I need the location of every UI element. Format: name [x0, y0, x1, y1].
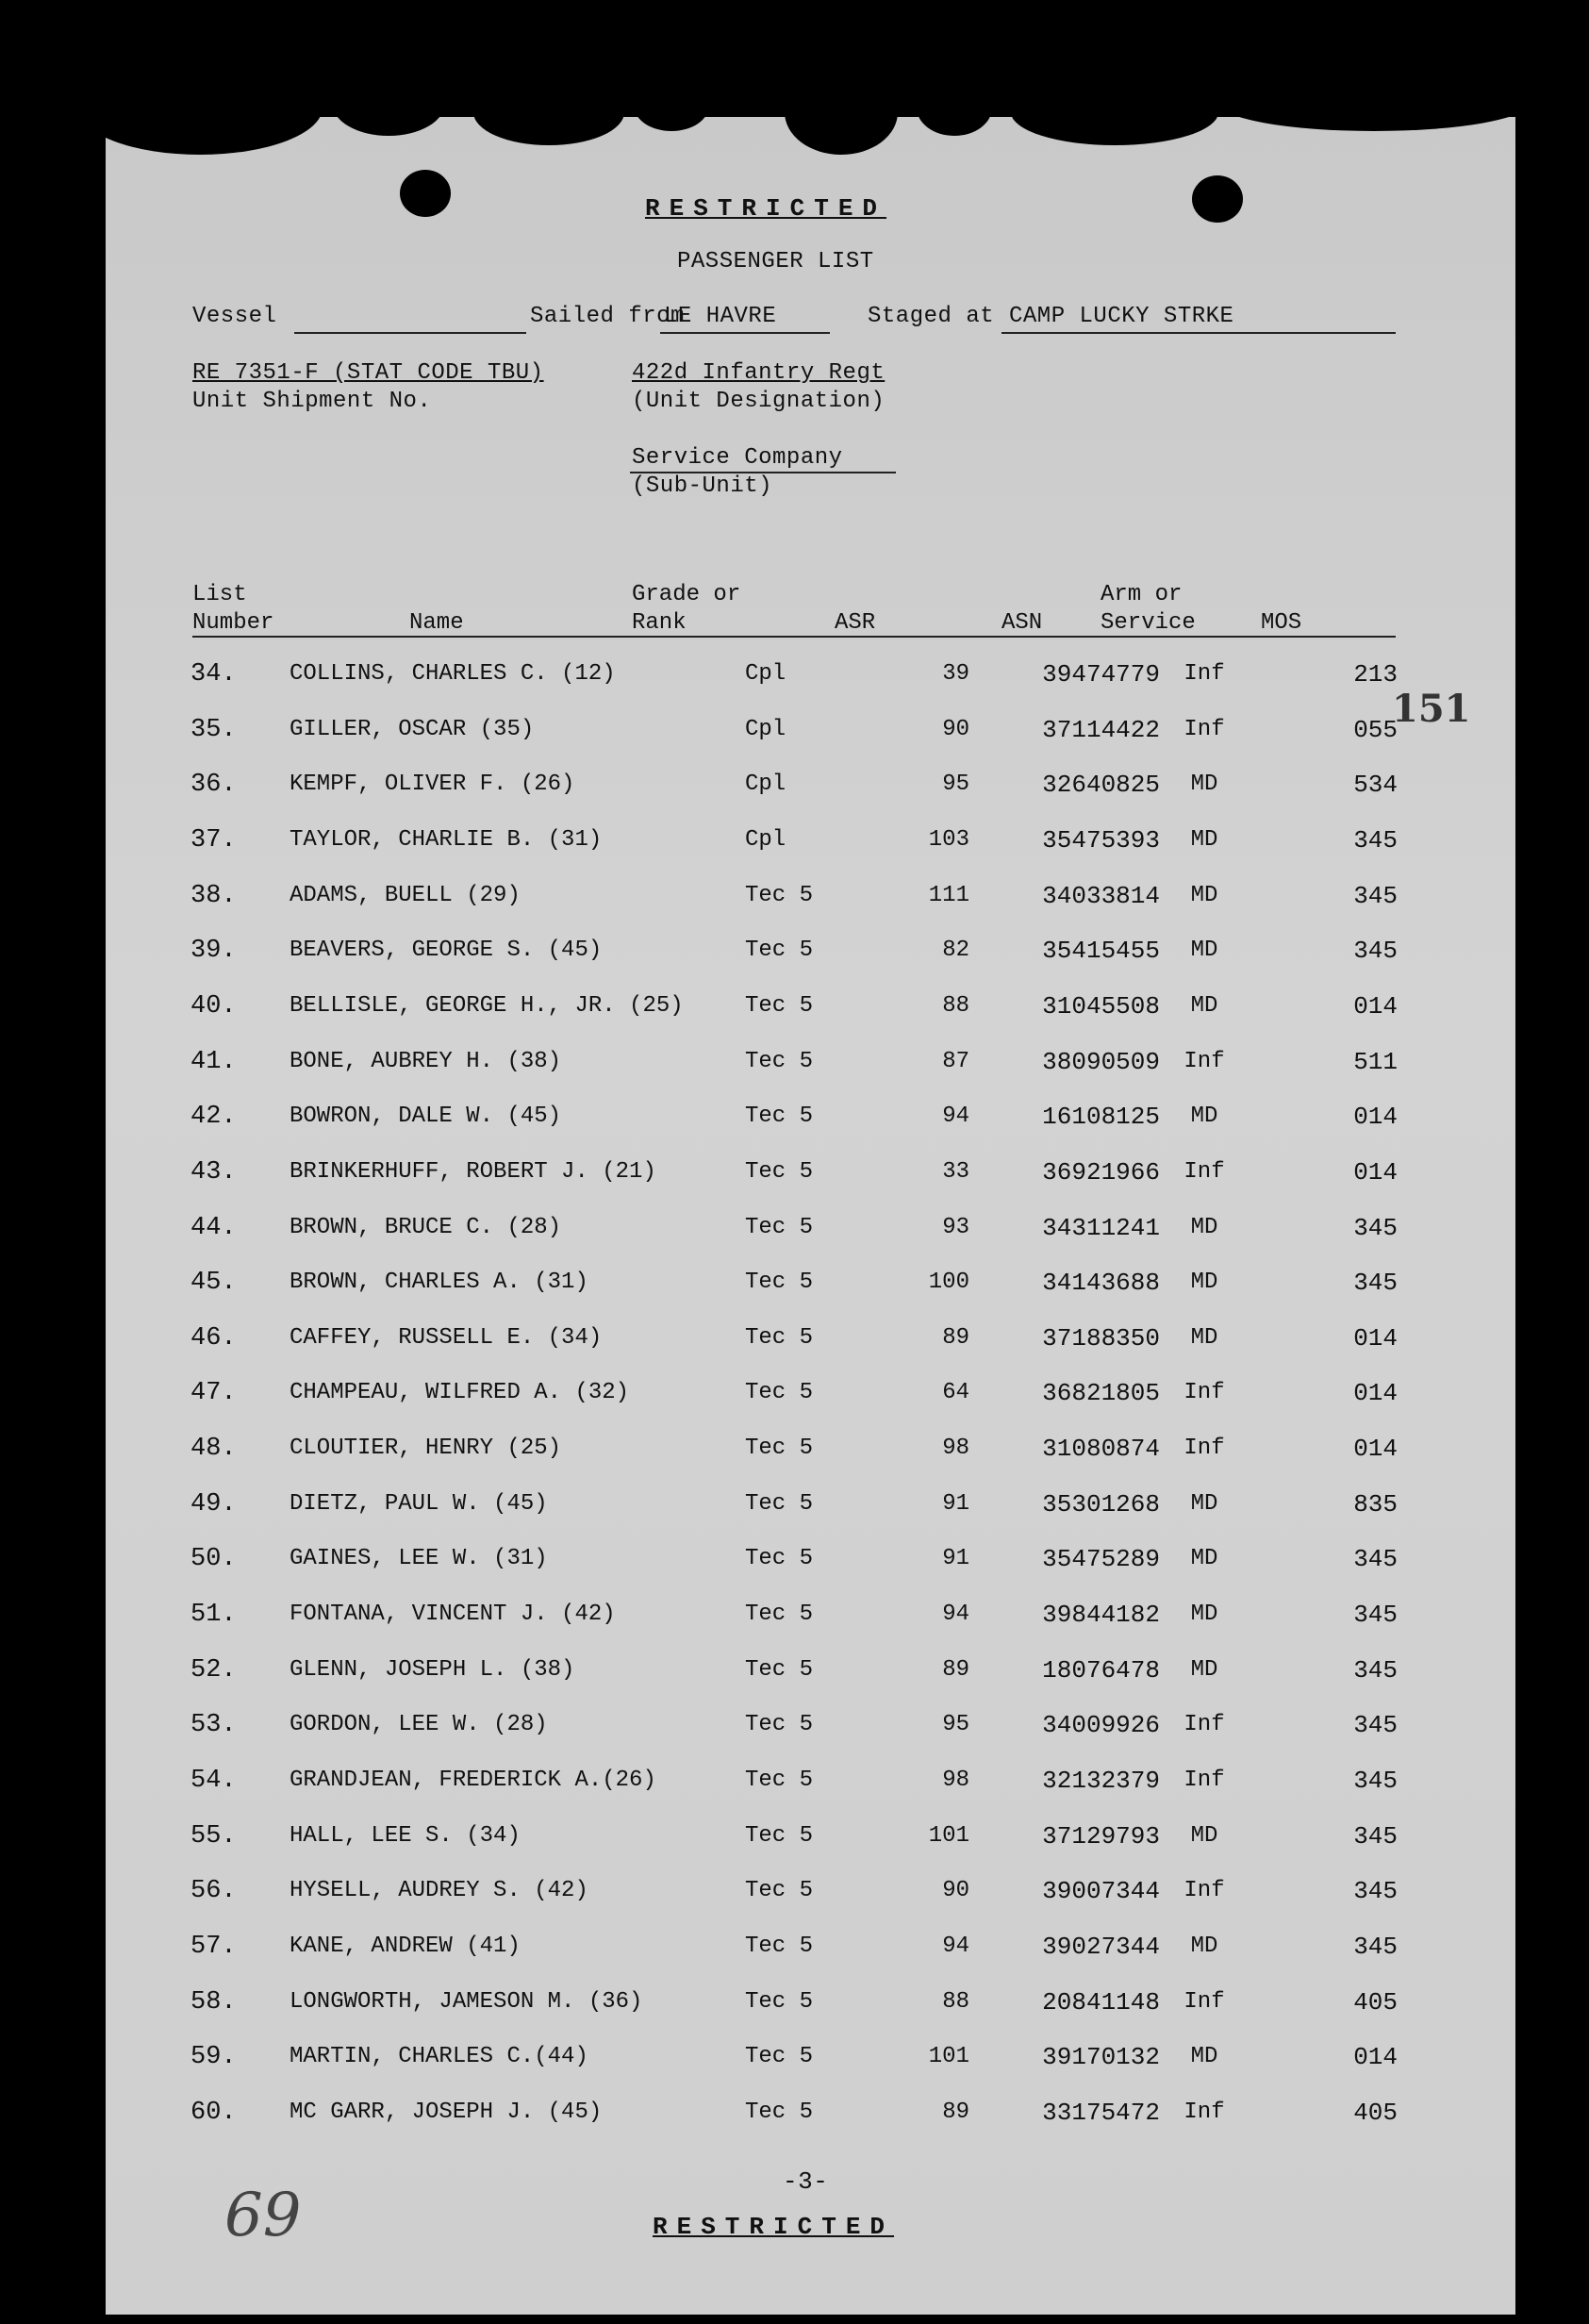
column-header-mos: MOS: [1261, 610, 1302, 636]
handwritten-note: 69: [224, 2181, 302, 2250]
row-name: DIETZ, PAUL W. (45): [290, 1490, 548, 1517]
table-row: [106, 1488, 1515, 1520]
row-name: CAFFEY, RUSSELL E. (34): [290, 1324, 603, 1351]
row-mos: 345: [1353, 937, 1398, 966]
row-rank: Tec 5: [745, 882, 814, 908]
row-arm-service: MD: [1190, 938, 1218, 964]
row-arm-service: MD: [1190, 1822, 1218, 1849]
row-arm-service: MD: [1190, 1546, 1218, 1572]
row-mos: 405: [1353, 1987, 1398, 2017]
row-list-number: 34.: [190, 660, 237, 689]
sailed-from-label: Sailed from: [530, 304, 685, 329]
row-list-number: 45.: [190, 1269, 237, 1298]
row-arm-service: MD: [1190, 1933, 1218, 1959]
sailed-from-value: LE HAVRE: [664, 304, 777, 329]
row-list-number: 47.: [190, 1379, 237, 1408]
row-asr: 89: [942, 1324, 969, 1351]
row-mos: 345: [1353, 1213, 1398, 1242]
row-list-number: 59.: [190, 2043, 237, 2072]
row-arm-service: MD: [1190, 826, 1218, 853]
row-mos: 345: [1353, 1821, 1398, 1851]
row-asr: 39: [942, 661, 969, 687]
row-asr: 88: [942, 1988, 969, 2015]
row-list-number: 35.: [190, 715, 237, 744]
row-mos: 014: [1353, 1323, 1398, 1353]
row-asr: 87: [942, 1048, 969, 1074]
table-row: [106, 1599, 1515, 1631]
row-asr: 89: [942, 1656, 969, 1683]
row-rank: Tec 5: [745, 1546, 814, 1572]
row-list-number: 58.: [190, 1987, 237, 2017]
column-header-list-number: List Number: [192, 582, 274, 636]
row-asr: 33: [942, 1158, 969, 1185]
row-rank: Tec 5: [745, 1768, 814, 1793]
row-asn: 35475289: [1042, 1545, 1160, 1574]
row-mos: 345: [1353, 1767, 1398, 1795]
row-mos: 405: [1353, 2098, 1398, 2127]
row-asr: 89: [942, 2099, 969, 2125]
row-asn: 32132379: [1042, 1767, 1160, 1795]
row-rank: Tec 5: [745, 1602, 814, 1628]
table-row: [106, 2041, 1515, 2073]
row-arm-service: Inf: [1183, 661, 1225, 687]
row-rank: Tec 5: [745, 2099, 814, 2125]
row-name: GORDON, LEE W. (28): [290, 1712, 548, 1738]
column-header-name: Name: [409, 610, 464, 636]
row-rank: Tec 5: [745, 1490, 814, 1517]
row-name: ADAMS, BUELL (29): [290, 882, 521, 908]
restricted-footer: RESTRICTED: [653, 2213, 895, 2241]
row-name: HALL, LEE S. (34): [290, 1822, 521, 1849]
row-mos: 213: [1353, 660, 1398, 689]
row-asn: 20841148: [1042, 1987, 1160, 2017]
row-name: BELLISLE, GEORGE H., JR. (25): [290, 992, 684, 1019]
column-header-grade: Grade or Rank: [632, 582, 741, 636]
staged-at-label: Staged at: [868, 304, 995, 329]
row-mos: 055: [1353, 715, 1398, 744]
table-row: [106, 1212, 1515, 1244]
row-asn: 31045508: [1042, 991, 1160, 1021]
row-name: KEMPF, OLIVER F. (26): [290, 772, 575, 798]
row-rank: Tec 5: [745, 1712, 814, 1738]
table-row: [106, 769, 1515, 801]
row-name: CLOUTIER, HENRY (25): [290, 1436, 562, 1462]
row-asr: 101: [928, 2044, 969, 2070]
table-row: [106, 824, 1515, 856]
row-asr: 90: [942, 716, 969, 742]
row-list-number: 49.: [190, 1489, 237, 1519]
row-rank: Tec 5: [745, 1214, 814, 1240]
row-asn: 39170132: [1042, 2043, 1160, 2072]
row-list-number: 57.: [190, 1932, 237, 1961]
table-row: [106, 1377, 1515, 1409]
row-arm-service: Inf: [1183, 1768, 1225, 1793]
table-row: [106, 714, 1515, 746]
row-list-number: 43.: [190, 1157, 237, 1187]
row-asn: 39007344: [1042, 1877, 1160, 1906]
row-arm-service: MD: [1190, 1602, 1218, 1628]
table-row: [106, 1101, 1515, 1133]
row-arm-service: MD: [1190, 772, 1218, 798]
row-asn: 36921966: [1042, 1157, 1160, 1187]
row-list-number: 41.: [190, 1047, 237, 1076]
row-asr: 98: [942, 1436, 969, 1462]
row-asn: 37188350: [1042, 1323, 1160, 1353]
row-rank: Tec 5: [745, 1933, 814, 1959]
row-arm-service: Inf: [1183, 1436, 1225, 1462]
row-name: BEAVERS, GEORGE S. (45): [290, 938, 603, 964]
row-rank: Tec 5: [745, 1048, 814, 1074]
row-name: FONTANA, VINCENT J. (42): [290, 1602, 616, 1628]
table-row: [106, 1986, 1515, 2018]
row-asr: 94: [942, 1104, 969, 1130]
row-asr: 111: [928, 882, 969, 908]
row-arm-service: MD: [1190, 992, 1218, 1019]
row-rank: Cpl: [745, 826, 786, 853]
row-list-number: 60.: [190, 2098, 237, 2127]
row-list-number: 56.: [190, 1877, 237, 1906]
row-asr: 64: [942, 1380, 969, 1406]
row-asn: 39027344: [1042, 1932, 1160, 1961]
row-asn: 18076478: [1042, 1655, 1160, 1685]
row-asn: 39844182: [1042, 1601, 1160, 1630]
shipment-number-label: Unit Shipment No.: [192, 389, 432, 414]
row-list-number: 38.: [190, 881, 237, 910]
row-asr: 88: [942, 992, 969, 1019]
row-arm-service: Inf: [1183, 1048, 1225, 1074]
row-list-number: 42.: [190, 1103, 237, 1132]
table-row: [106, 1820, 1515, 1852]
table-row: [106, 1046, 1515, 1078]
row-list-number: 54.: [190, 1767, 237, 1795]
row-asr: 95: [942, 772, 969, 798]
row-rank: Tec 5: [745, 1324, 814, 1351]
staged-at-value: CAMP LUCKY STRKE: [1009, 304, 1234, 329]
column-header-arm-service: Arm or Service: [1101, 582, 1196, 636]
row-asn: 34009926: [1042, 1711, 1160, 1740]
document-page: [106, 117, 1515, 2315]
row-arm-service: Inf: [1183, 1380, 1225, 1406]
restricted-header: RESTRICTED: [645, 194, 887, 223]
row-mos: 014: [1353, 1435, 1398, 1464]
row-asr: 101: [928, 1822, 969, 1849]
row-rank: Cpl: [745, 661, 786, 687]
row-name: COLLINS, CHARLES C. (12): [290, 661, 616, 687]
row-arm-service: MD: [1190, 882, 1218, 908]
row-arm-service: MD: [1190, 1104, 1218, 1130]
row-asr: 103: [928, 826, 969, 853]
table-row: [106, 1543, 1515, 1575]
table-row: [106, 935, 1515, 967]
table-row: [106, 880, 1515, 912]
row-list-number: 36.: [190, 771, 237, 800]
row-rank: Tec 5: [745, 1158, 814, 1185]
row-asn: 37129793: [1042, 1821, 1160, 1851]
row-asr: 91: [942, 1490, 969, 1517]
table-row: [106, 1322, 1515, 1354]
vessel-label: Vessel: [192, 304, 277, 329]
row-asr: 94: [942, 1602, 969, 1628]
page-number: -3-: [783, 2167, 829, 2196]
row-rank: Tec 5: [745, 992, 814, 1019]
row-rank: Tec 5: [745, 1436, 814, 1462]
table-row: [106, 1267, 1515, 1299]
row-name: BRINKERHUFF, ROBERT J. (21): [290, 1158, 656, 1185]
row-rank: Tec 5: [745, 1656, 814, 1683]
row-list-number: 40.: [190, 991, 237, 1021]
punch-hole: [400, 170, 451, 217]
row-arm-service: MD: [1190, 1490, 1218, 1517]
row-name: GLENN, JOSEPH L. (38): [290, 1656, 575, 1683]
row-rank: Tec 5: [745, 1270, 814, 1296]
row-mos: 014: [1353, 1103, 1398, 1132]
page-stamp: 151: [1392, 687, 1471, 731]
table-row: [106, 1654, 1515, 1686]
table-row: [106, 1875, 1515, 1907]
row-asn: 33175472: [1042, 2098, 1160, 2127]
row-asn: 36821805: [1042, 1379, 1160, 1408]
row-asn: 35301268: [1042, 1489, 1160, 1519]
row-mos: 345: [1353, 881, 1398, 910]
punch-hole: [1192, 175, 1243, 223]
row-mos: 014: [1353, 1379, 1398, 1408]
row-mos: 534: [1353, 771, 1398, 800]
row-asn: 39474779: [1042, 660, 1160, 689]
row-name: TAYLOR, CHARLIE B. (31): [290, 826, 603, 853]
row-arm-service: Inf: [1183, 1158, 1225, 1185]
row-asr: 91: [942, 1546, 969, 1572]
row-list-number: 39.: [190, 937, 237, 966]
row-name: BROWN, BRUCE C. (28): [290, 1214, 562, 1240]
row-rank: Tec 5: [745, 2044, 814, 2070]
row-rank: Cpl: [745, 716, 786, 742]
table-row: [106, 1709, 1515, 1741]
row-asn: 34033814: [1042, 881, 1160, 910]
row-name: BROWN, CHARLES A. (31): [290, 1270, 588, 1296]
row-asr: 93: [942, 1214, 969, 1240]
row-asr: 90: [942, 1878, 969, 1904]
row-arm-service: MD: [1190, 1214, 1218, 1240]
row-mos: 345: [1353, 1601, 1398, 1630]
row-mos: 511: [1353, 1047, 1398, 1076]
row-mos: 345: [1353, 825, 1398, 855]
row-asr: 95: [942, 1712, 969, 1738]
row-name: BOWRON, DALE W. (45): [290, 1104, 562, 1130]
sub-unit-label: (Sub-Unit): [632, 473, 773, 499]
sub-unit-value: Service Company: [632, 445, 843, 471]
table-row: [106, 1433, 1515, 1465]
row-list-number: 37.: [190, 825, 237, 855]
row-name: BONE, AUBREY H. (38): [290, 1048, 562, 1074]
row-name: KANE, ANDREW (41): [290, 1933, 521, 1959]
row-list-number: 46.: [190, 1323, 237, 1353]
row-arm-service: MD: [1190, 1656, 1218, 1683]
table-row: [106, 2097, 1515, 2129]
row-arm-service: MD: [1190, 1324, 1218, 1351]
column-header-asn: ASN: [1001, 610, 1043, 636]
row-asn: 16108125: [1042, 1103, 1160, 1132]
row-asn: 31080874: [1042, 1435, 1160, 1464]
row-mos: 014: [1353, 1157, 1398, 1187]
table-row: [106, 990, 1515, 1022]
row-name: GRANDJEAN, FREDERICK A.(26): [290, 1768, 656, 1793]
row-asr: 100: [928, 1270, 969, 1296]
row-rank: Tec 5: [745, 1988, 814, 2015]
row-list-number: 51.: [190, 1601, 237, 1630]
row-arm-service: Inf: [1183, 1878, 1225, 1904]
row-mos: 345: [1353, 1877, 1398, 1906]
row-asn: 35415455: [1042, 937, 1160, 966]
row-asn: 37114422: [1042, 715, 1160, 744]
row-list-number: 50.: [190, 1545, 237, 1574]
row-name: LONGWORTH, JAMESON M. (36): [290, 1988, 643, 2015]
row-mos: 835: [1353, 1489, 1398, 1519]
unit-designation-label: (Unit Designation): [632, 389, 886, 414]
row-rank: Tec 5: [745, 1878, 814, 1904]
row-rank: Tec 5: [745, 1822, 814, 1849]
row-name: CHAMPEAU, WILFRED A. (32): [290, 1380, 630, 1406]
table-row: [106, 658, 1515, 690]
row-mos: 014: [1353, 2043, 1398, 2072]
row-rank: Tec 5: [745, 938, 814, 964]
column-header-asr: ASR: [835, 610, 876, 636]
row-name: MARTIN, CHARLES C.(44): [290, 2044, 588, 2070]
row-rank: Tec 5: [745, 1380, 814, 1406]
row-arm-service: MD: [1190, 2044, 1218, 2070]
row-asr: 98: [942, 1768, 969, 1793]
row-arm-service: Inf: [1183, 1712, 1225, 1738]
row-arm-service: Inf: [1183, 716, 1225, 742]
row-asn: 35475393: [1042, 825, 1160, 855]
row-list-number: 44.: [190, 1213, 237, 1242]
table-row: [106, 1156, 1515, 1188]
row-name: GAINES, LEE W. (31): [290, 1546, 548, 1572]
row-asn: 34143688: [1042, 1269, 1160, 1298]
shipment-number-value: RE 7351-F (STAT CODE TBU): [192, 360, 544, 386]
table-row: [106, 1931, 1515, 1963]
row-arm-service: MD: [1190, 1270, 1218, 1296]
row-arm-service: Inf: [1183, 1988, 1225, 2015]
row-mos: 345: [1353, 1932, 1398, 1961]
row-arm-service: Inf: [1183, 2099, 1225, 2125]
row-list-number: 48.: [190, 1435, 237, 1464]
row-asn: 38090509: [1042, 1047, 1160, 1076]
row-mos: 345: [1353, 1269, 1398, 1298]
row-asn: 32640825: [1042, 771, 1160, 800]
row-mos: 345: [1353, 1545, 1398, 1574]
row-name: MC GARR, JOSEPH J. (45): [290, 2099, 603, 2125]
row-rank: Cpl: [745, 772, 786, 798]
row-list-number: 52.: [190, 1655, 237, 1685]
table-row: [106, 1765, 1515, 1797]
row-asr: 82: [942, 938, 969, 964]
row-name: HYSELL, AUDREY S. (42): [290, 1878, 588, 1904]
row-mos: 345: [1353, 1711, 1398, 1740]
row-list-number: 55.: [190, 1821, 237, 1851]
row-name: GILLER, OSCAR (35): [290, 716, 535, 742]
row-asn: 34311241: [1042, 1213, 1160, 1242]
row-list-number: 53.: [190, 1711, 237, 1740]
row-asr: 94: [942, 1933, 969, 1959]
row-mos: 345: [1353, 1655, 1398, 1685]
row-mos: 014: [1353, 991, 1398, 1021]
unit-designation-value: 422d Infantry Regt: [632, 360, 886, 386]
row-rank: Tec 5: [745, 1104, 814, 1130]
document-title: PASSENGER LIST: [677, 249, 874, 274]
